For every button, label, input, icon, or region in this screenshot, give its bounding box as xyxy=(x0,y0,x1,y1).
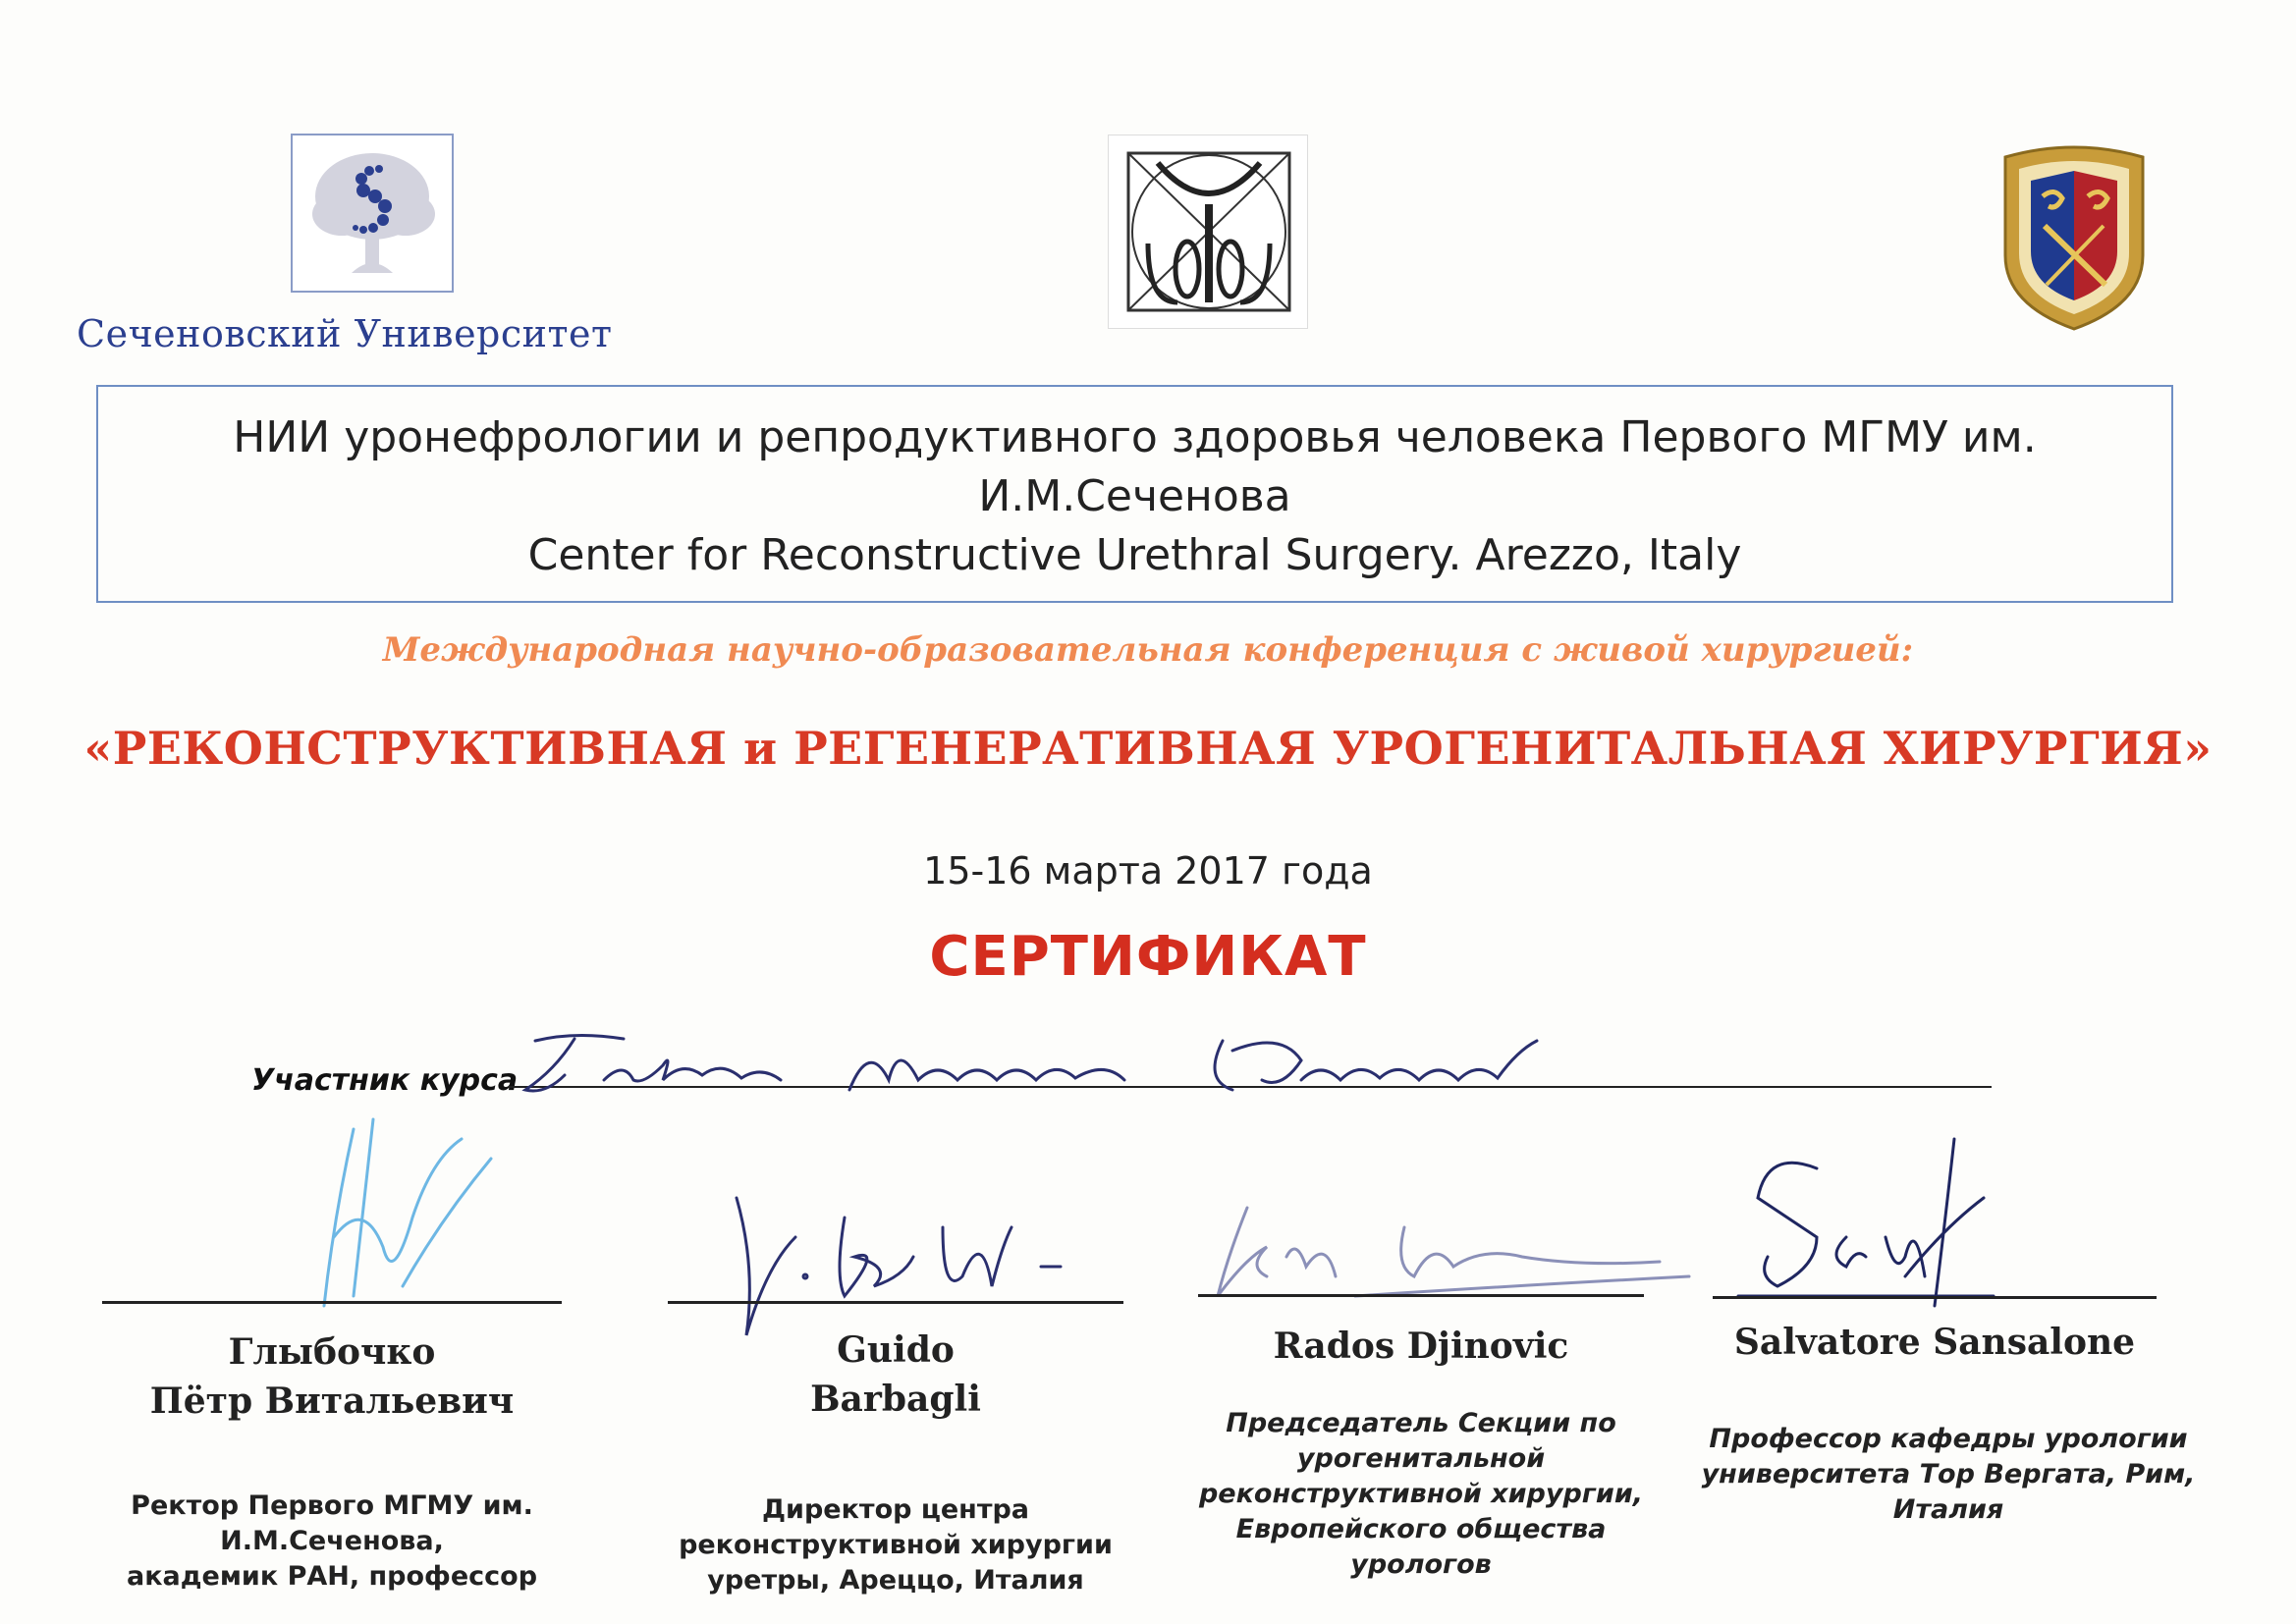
signer-1-title xyxy=(102,1489,562,1595)
signer-title-line: Директор центра xyxy=(761,1494,1030,1525)
tree-s-icon xyxy=(293,135,452,291)
signer-title-line: университета Тор Вергата, Рим, xyxy=(1701,1459,2196,1489)
signer-2-title xyxy=(668,1492,1123,1598)
signature-3 xyxy=(1208,1198,1699,1306)
signer-4-name xyxy=(1699,1318,2170,1367)
signer-title-line: уретры, Ареццо, Италия xyxy=(707,1565,1084,1596)
signer-name-line: Rados Djinovic xyxy=(1273,1326,1569,1367)
urology-logo xyxy=(1108,135,1308,329)
certificate-title: СЕРТИФИКАТ xyxy=(929,925,1367,989)
signer-name-line: Barbagli xyxy=(810,1379,981,1420)
shield-icon xyxy=(1995,137,2153,334)
signature-line-3 xyxy=(1198,1294,1644,1297)
university-name-part2: Университет xyxy=(354,312,613,355)
institutions-box xyxy=(96,385,2173,603)
signature-line-2 xyxy=(668,1301,1123,1304)
signer-name-line: Глыбочко xyxy=(228,1331,436,1373)
university-name xyxy=(77,312,676,355)
signer-name-line: Salvatore Sansalone xyxy=(1733,1322,2136,1363)
signature-2 xyxy=(727,1188,1080,1345)
signer-2-name xyxy=(668,1326,1123,1424)
signer-name-line: Guido xyxy=(837,1329,955,1371)
conference-title: «РЕКОНСТРУКТИВНАЯ и РЕГЕНЕРАТИВНАЯ УРОГЕНИТАЛЬНАЯ ХИРУРГИЯ» xyxy=(83,722,2213,775)
signer-4-title xyxy=(1675,1422,2221,1528)
signer-title-line: урогенитальной xyxy=(1296,1443,1546,1474)
participant-label: Участник курса xyxy=(251,1063,519,1098)
signer-title-line: реконструктивной хирургии xyxy=(679,1530,1113,1560)
signer-title-line: Ректор Первого МГМУ им. xyxy=(131,1490,533,1521)
urology-symbol-icon xyxy=(1109,135,1307,328)
signature-line-4 xyxy=(1713,1296,2157,1299)
signer-title-line: реконструктивной хирургии, xyxy=(1198,1479,1644,1509)
signer-title-line: академик РАН, профессор xyxy=(126,1561,538,1592)
institution-line: Center for Reconstructive Urethral Surgery. Arezzo, Italy xyxy=(527,530,1742,580)
signer-title-line: Профессор кафедры урологии xyxy=(1709,1424,2188,1454)
signer-3-title xyxy=(1178,1406,1664,1583)
signer-1-name xyxy=(102,1327,562,1426)
signer-title-line: Председатель Секции по xyxy=(1226,1408,1616,1438)
russian-urology-society-emblem xyxy=(1995,137,2153,334)
signature-1 xyxy=(295,1100,520,1316)
signer-title-line: урологов xyxy=(1350,1549,1492,1580)
university-name-part1: Сеченовский xyxy=(77,312,342,355)
signature-line-1 xyxy=(102,1301,562,1304)
signer-3-name xyxy=(1198,1322,1644,1371)
conference-type: Международная научно-образовательная конференция с живой хирургией: xyxy=(382,630,1914,670)
participant-name-handwritten xyxy=(516,1021,1547,1105)
signer-title-line: Европейского общества xyxy=(1235,1514,1607,1544)
signer-title-line: И.М.Сеченова, xyxy=(220,1526,444,1556)
conference-date: 15-16 марта 2017 года xyxy=(923,849,1373,893)
signer-name-line: Пётр Витальевич xyxy=(149,1380,515,1422)
institution-line: НИИ уронефрологии и репродуктивного здоровья человека Первого МГМУ им. xyxy=(233,412,2037,462)
institution-line: И.М.Сеченова xyxy=(978,471,1291,521)
sechenov-logo xyxy=(291,134,454,293)
signer-title-line: Италия xyxy=(1892,1494,2004,1525)
